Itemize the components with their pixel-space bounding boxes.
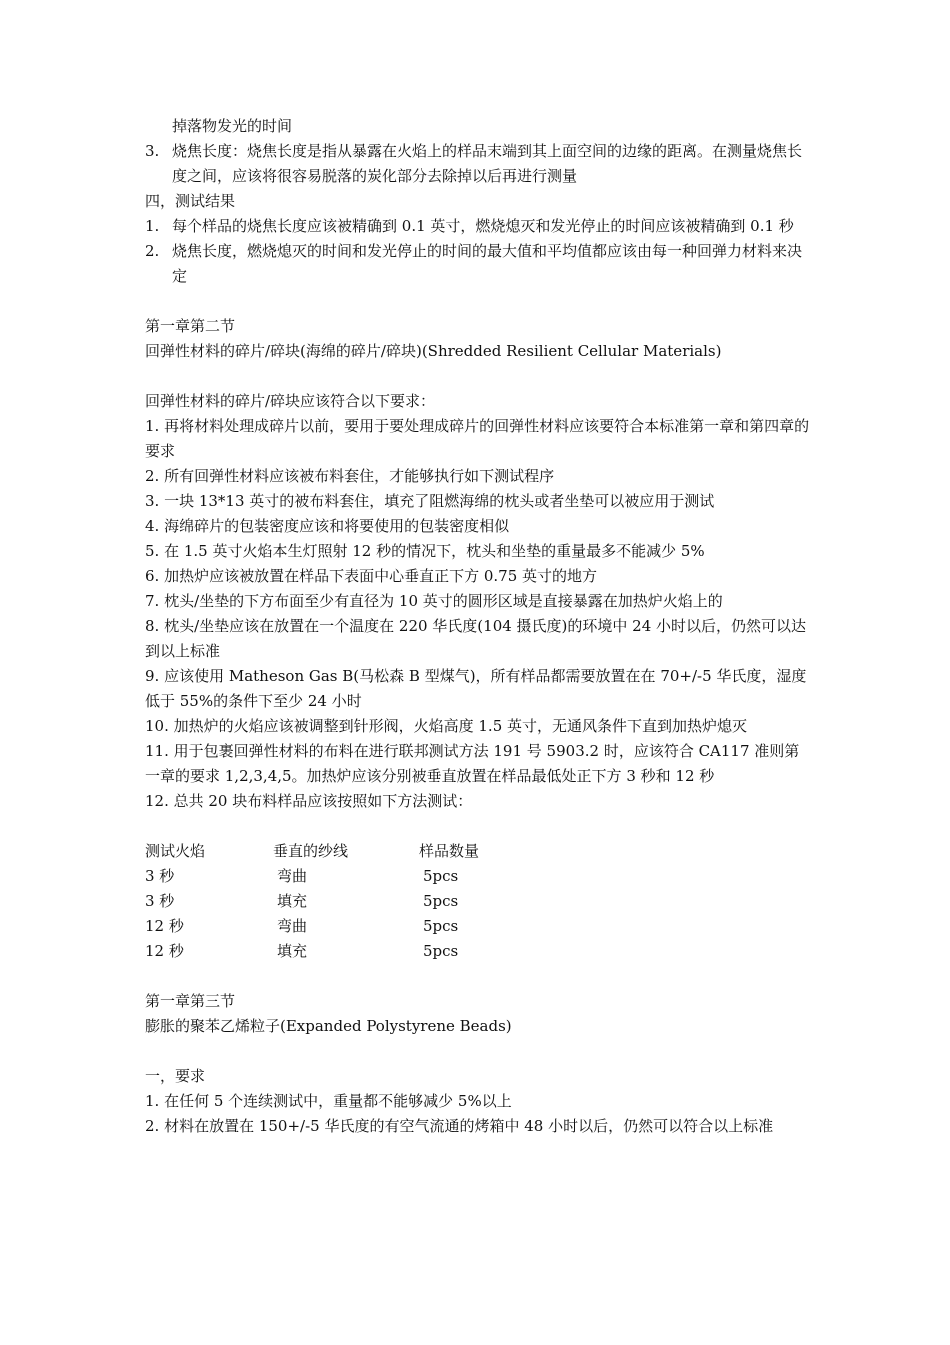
- section2-title: 回弹性材料的碎片/碎块(海绵的碎片/碎块)(Shredded Resilient Cellular Materials): [145, 342, 722, 360]
- results-heading: 四，测试结果: [145, 192, 236, 210]
- table-cell: 12 秒: [145, 942, 184, 960]
- results-item-1: [145, 214, 810, 239]
- spacer: [145, 814, 810, 839]
- table-header: 测试火焰: [145, 842, 206, 860]
- list-item-3: [145, 139, 810, 189]
- table-cell: 12 秒: [145, 917, 184, 935]
- section3-req-heading: 一，要求: [145, 1067, 206, 1085]
- table-cell: 5pcs: [423, 942, 459, 960]
- section2-item: 10. 加热炉的火焰应该被调整到针形阀，火焰高度 1.5 英寸，无通风条件下直到加热炉熄灭: [145, 717, 748, 735]
- table-cell: 5pcs: [423, 867, 459, 885]
- results-item-2: [145, 239, 810, 289]
- table-cell: 5pcs: [423, 892, 459, 910]
- section3-chapter: 第一章第三节: [145, 992, 236, 1010]
- list-number: 2.: [145, 242, 160, 260]
- section2-item: 6. 加热炉应该被放置在样品下表面中心垂直正下方 0.75 英寸的地方: [145, 567, 598, 585]
- spacer: [145, 364, 810, 389]
- section2-item: 12. 总共 20 块布料样品应该按照如下方法测试：: [145, 792, 473, 810]
- spacer: [145, 964, 810, 989]
- table-row: [145, 914, 543, 939]
- section2-item: 7. 枕头/坐垫的下方布面至少有直径为 10 英寸的圆形区域是直接暴露在加热炉火焰上的: [145, 592, 723, 610]
- section3-item: 1. 在任何 5 个连续测试中，重量都不能够减少 5%以上: [145, 1092, 512, 1110]
- section2-item: 1. 再将材料处理成碎片以前，要用于要处理成碎片的回弹性材料应该要符合本标准第一章和第四章的要求: [145, 417, 810, 460]
- table-cell: 5pcs: [423, 917, 459, 935]
- table-cell: 3 秒: [145, 892, 175, 910]
- spacer: [145, 289, 810, 314]
- table-row: [145, 864, 543, 889]
- section2-item: 8. 枕头/坐垫应该在放置在一个温度在 220 华氏度(104 摄氏度)的环境中 24 小时以后，仍然可以达到以上标准: [145, 617, 807, 660]
- table-header-row: [145, 839, 543, 864]
- table-row: [145, 939, 543, 964]
- section2-item: 5. 在 1.5 英寸火焰本生灯照射 12 秒的情况下，枕头和坐垫的重量最多不能减少 5%: [145, 542, 705, 560]
- section2-item: 2. 所有回弹性材料应该被布料套住，才能够执行如下测试程序: [145, 467, 555, 485]
- section2-item: 3. 一块 13*13 英寸的被布料套住，填充了阻燃海绵的枕头或者坐垫可以被应用于测试: [145, 492, 715, 510]
- spacer: [145, 1039, 810, 1064]
- table-header: 垂直的纱线: [273, 842, 349, 860]
- section3-item: 2. 材料在放置在 150+/-5 华氏度的有空气流通的烤箱中 48 小时以后，仍然可以符合以上标准: [145, 1117, 774, 1135]
- list-text: 烧焦长度：烧焦长度是指从暴露在火焰上的样品末端到其上面空间的边缘的距离。在测量烧焦长度之间，应该将很容易脱落的炭化部分去除掉以后再进行测量: [172, 142, 803, 185]
- section2-item: 9. 应该使用 Matheson Gas B(马松森 B 型煤气)，所有样品都需要放置在在 70+/-5 华氏度，湿度低于 55%的条件下至少 24 小时: [145, 667, 807, 710]
- table-cell: 填充: [277, 942, 308, 960]
- section2-item: 4. 海绵碎片的包装密度应该和将要使用的包装密度相似: [145, 517, 510, 535]
- section2-intro: 回弹性材料的碎片/碎块应该符合以下要求：: [145, 392, 436, 410]
- section2-chapter: 第一章第二节: [145, 317, 236, 335]
- list-text: 每个样品的烧焦长度应该被精确到 0.1 英寸，燃烧熄灭和发光停止的时间应该被精确到 0.1 秒: [172, 217, 794, 235]
- table-row: [145, 889, 543, 914]
- flame-test-table: [145, 839, 543, 964]
- table-cell: 填充: [277, 892, 308, 910]
- document-body: [145, 114, 810, 1139]
- table-cell: 3 秒: [145, 867, 175, 885]
- table-header: 样品数量: [419, 842, 480, 860]
- table-cell: 弯曲: [277, 867, 308, 885]
- table-cell: 弯曲: [277, 917, 308, 935]
- list-number: 3.: [145, 142, 160, 160]
- list-number: 1.: [145, 217, 160, 235]
- section2-item: 11. 用于包裹回弹性材料的布料在进行联邦测试方法 191 号 5903.2 时，应该符合 CA117 准则第一章的要求 1,2,3,4,5。加热炉应该分别被垂直放置在样品最低处正下方 3 秒和 12 秒: [145, 742, 800, 785]
- continuation-text: 掉落物发光的时间: [172, 117, 293, 135]
- list-text: 烧焦长度，燃烧熄灭的时间和发光停止的时间的最大值和平均值都应该由每一种回弹力材料来决定: [172, 242, 803, 285]
- section3-title: 膨胀的聚苯乙烯粒子(Expanded Polystyrene Beads): [145, 1017, 512, 1035]
